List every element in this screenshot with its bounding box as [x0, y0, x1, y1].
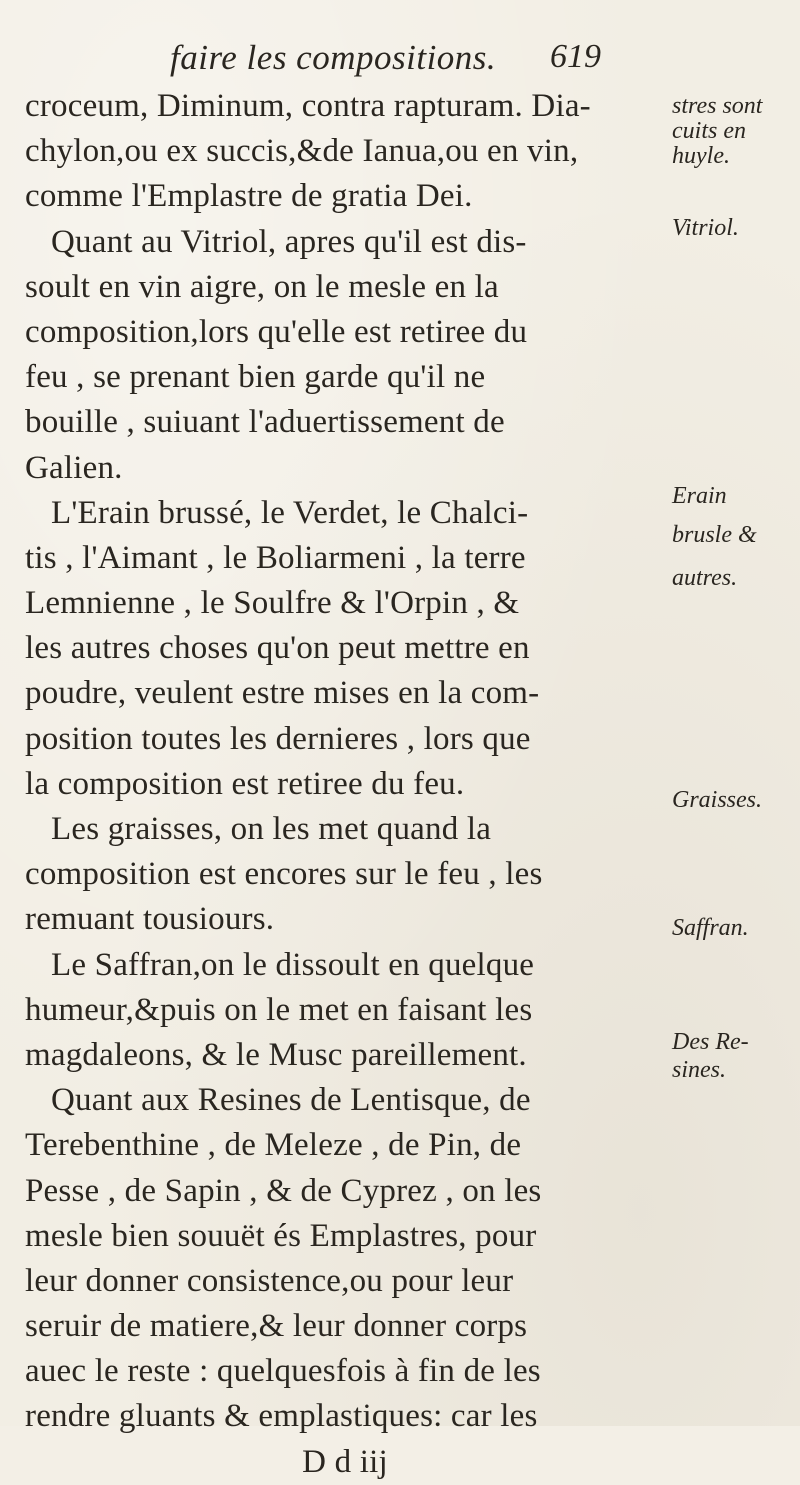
text-line: tis , l'Aimant , le Boliarmeni , la terre: [25, 539, 526, 576]
text-line: poudre, veulent estre mises en la com-: [25, 675, 540, 712]
text-line: Le Saffran,on le dissoult en quelque: [51, 946, 535, 983]
text-line: chylon,ou ex succis,&de Ianua,ou en vin,: [25, 133, 579, 170]
margin-note: Vitriol.: [672, 215, 739, 241]
signature-mark: D d iij: [302, 1443, 388, 1480]
margin-note: brusle &: [672, 522, 757, 548]
margin-note: Graisses.: [672, 787, 763, 813]
main-text-block: [25, 84, 635, 1485]
margin-note: Saffran.: [672, 915, 749, 941]
margin-note: sines.: [672, 1057, 726, 1083]
page-header: [170, 38, 670, 86]
text-line: Galien.: [25, 449, 123, 486]
text-line: Terebenthine , de Meleze , de Pin, de: [25, 1127, 522, 1164]
margin-note: autres.: [672, 565, 738, 591]
margin-note: huyle.: [672, 143, 730, 169]
text-line: auec le reste : quelquesfois à fin de les: [25, 1353, 541, 1390]
text-line: Les graisses, on les met quand la: [51, 811, 492, 847]
text-line: seruir de matiere,& leur donner corps: [25, 1308, 528, 1345]
text-line: Quant aux Resines de Lentisque, de: [51, 1082, 531, 1119]
text-line: leur donner consistence,ou pour leur: [25, 1262, 514, 1299]
running-head: faire les compositions.: [170, 38, 497, 77]
text-line: mesle bien souuët és Emplastres, pour: [25, 1217, 537, 1254]
text-line: croceum, Diminum, contra rapturam. Dia-: [25, 88, 591, 124]
text-line: feu , se prenant bien garde qu'il ne: [25, 359, 486, 396]
text-line: L'Erain brussé, le Verdet, le Chalci-: [51, 494, 529, 531]
text-line: Pesse , de Sapin , & de Cyprez , on les: [25, 1172, 542, 1209]
text-line: composition est encores sur le feu , les: [25, 856, 543, 893]
text-line: comme l'Emplastre de gratia Dei.: [25, 178, 473, 215]
text-line: bouille , suiuant l'aduertissement de: [25, 404, 505, 441]
text-line: composition,lors qu'elle est retiree du: [25, 313, 528, 350]
margin-note: Erain: [672, 483, 727, 509]
margin-note: cuits en: [672, 118, 746, 144]
text-line: la composition est retiree du feu.: [25, 765, 465, 802]
margin-note: Des Re-: [672, 1029, 749, 1055]
text-line: position toutes les dernieres , lors que: [25, 720, 531, 757]
text-line: humeur,&puis on le met en faisant les: [25, 991, 533, 1028]
text-line: soult en vin aigre, on le mesle en la: [25, 268, 499, 305]
page-number: 619: [550, 38, 601, 75]
text-line: les autres choses qu'on peut mettre en: [25, 630, 530, 667]
text-line: Quant au Vitriol, apres qu'il est dis-: [51, 223, 527, 260]
text-line: Lemnienne , le Soulfre & l'Orpin , &: [25, 585, 520, 622]
text-line: remuant tousiours.: [25, 901, 275, 938]
text-line: magdaleons, & le Musc pareillement.: [25, 1036, 527, 1073]
text-line: rendre gluants & emplastiques: car les: [25, 1398, 538, 1435]
margin-note: stres sont: [672, 93, 763, 119]
